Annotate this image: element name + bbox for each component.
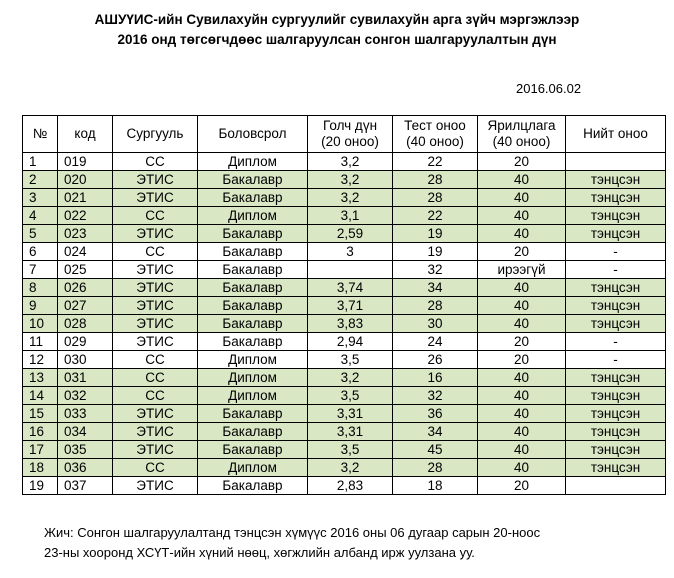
cell-school: ЭТИС [113, 261, 198, 279]
cell-total: тэнцсэн [566, 459, 666, 477]
cell-code: 032 [58, 387, 113, 405]
table-row [23, 369, 666, 387]
table-body [23, 153, 666, 495]
header-degree: Боловсрол [198, 116, 308, 153]
cell-code: 035 [58, 441, 113, 459]
cell-test: 28 [393, 171, 478, 189]
cell-no: 17 [23, 441, 58, 459]
table-row [23, 243, 666, 261]
cell-interview: 20 [478, 351, 566, 369]
cell-interview: 40 [478, 315, 566, 333]
cell-school: ЭТИС [113, 441, 198, 459]
cell-test: 18 [393, 477, 478, 495]
cell-code: 029 [58, 333, 113, 351]
cell-code: 028 [58, 315, 113, 333]
cell-test: 26 [393, 351, 478, 369]
cell-school: СС [113, 387, 198, 405]
cell-gpa: 3,1 [308, 207, 393, 225]
title-line-1: АШУҮИС-ийн Сувилахуйн сургуулийг сувилахуйн арга зүйч мэргэжлээр [94, 12, 580, 27]
cell-school: СС [113, 459, 198, 477]
table-row [23, 261, 666, 279]
cell-degree: Бакалавр [198, 441, 308, 459]
cell-total: тэнцсэн [566, 369, 666, 387]
table-row [23, 423, 666, 441]
cell-interview: 40 [478, 297, 566, 315]
cell-degree: Диплом [198, 207, 308, 225]
cell-school: ЭТИС [113, 297, 198, 315]
table-row [23, 333, 666, 351]
cell-total: - [566, 261, 666, 279]
cell-code: 020 [58, 171, 113, 189]
cell-no: 15 [23, 405, 58, 423]
cell-no: 14 [23, 387, 58, 405]
header-interview [478, 116, 566, 153]
table-row [23, 351, 666, 369]
cell-gpa: 3 [308, 243, 393, 261]
cell-gpa: 3,5 [308, 351, 393, 369]
cell-code: 036 [58, 459, 113, 477]
table-row [23, 441, 666, 459]
cell-code: 034 [58, 423, 113, 441]
cell-school: ЭТИС [113, 171, 198, 189]
cell-interview: 40 [478, 171, 566, 189]
cell-no: 19 [23, 477, 58, 495]
cell-school: ЭТИС [113, 225, 198, 243]
cell-no: 12 [23, 351, 58, 369]
cell-no: 16 [23, 423, 58, 441]
cell-test: 22 [393, 153, 478, 171]
cell-degree: Диплом [198, 153, 308, 171]
cell-school: СС [113, 243, 198, 261]
header-test-title: Тест оноо [404, 118, 466, 133]
cell-interview: 20 [478, 333, 566, 351]
table-row [23, 153, 666, 171]
footnote-line-2: 23-ны хооронд ХСҮТ-ийн хүний нөөц, хөгжлийн албанд ирж уулзана уу. [44, 545, 475, 560]
cell-gpa: 3,2 [308, 153, 393, 171]
cell-degree: Бакалавр [198, 189, 308, 207]
cell-no: 10 [23, 315, 58, 333]
cell-gpa: 3,74 [308, 279, 393, 297]
cell-total: тэнцсэн [566, 171, 666, 189]
cell-degree: Бакалавр [198, 477, 308, 495]
cell-code: 026 [58, 279, 113, 297]
cell-school: ЭТИС [113, 279, 198, 297]
cell-total: тэнцсэн [566, 423, 666, 441]
cell-interview: 20 [478, 153, 566, 171]
cell-code: 021 [58, 189, 113, 207]
cell-total [566, 477, 666, 495]
header-total: Нийт оноо [566, 116, 666, 153]
header-no: № [23, 116, 58, 153]
cell-no: 18 [23, 459, 58, 477]
cell-code: 023 [58, 225, 113, 243]
cell-no: 13 [23, 369, 58, 387]
cell-gpa: 3,2 [308, 171, 393, 189]
cell-degree: Бакалавр [198, 405, 308, 423]
cell-interview: 40 [478, 207, 566, 225]
cell-school: ЭТИС [113, 405, 198, 423]
cell-total [566, 153, 666, 171]
header-test [393, 116, 478, 153]
cell-interview: 40 [478, 189, 566, 207]
cell-no: 3 [23, 189, 58, 207]
cell-test: 22 [393, 207, 478, 225]
table-row [23, 189, 666, 207]
cell-school: ЭТИС [113, 189, 198, 207]
cell-total: тэнцсэн [566, 297, 666, 315]
document-title [0, 10, 674, 50]
header-interview-points: (40 оноо) [492, 134, 551, 149]
header-interview-title: Ярилцлага [487, 118, 556, 133]
table-row [23, 405, 666, 423]
cell-no: 5 [23, 225, 58, 243]
cell-school: СС [113, 369, 198, 387]
cell-degree: Бакалавр [198, 225, 308, 243]
table-row [23, 225, 666, 243]
cell-degree: Бакалавр [198, 279, 308, 297]
table-row [23, 477, 666, 495]
cell-total: тэнцсэн [566, 189, 666, 207]
cell-code: 022 [58, 207, 113, 225]
cell-interview: 40 [478, 279, 566, 297]
cell-total: тэнцсэн [566, 315, 666, 333]
results-table [22, 115, 666, 495]
cell-degree: Диплом [198, 459, 308, 477]
cell-degree: Бакалавр [198, 243, 308, 261]
cell-interview: ирээгүй [478, 261, 566, 279]
cell-total: тэнцсэн [566, 225, 666, 243]
cell-school: ЭТИС [113, 477, 198, 495]
cell-interview: 20 [478, 477, 566, 495]
cell-gpa: 2,59 [308, 225, 393, 243]
cell-degree: Бакалавр [198, 171, 308, 189]
cell-code: 031 [58, 369, 113, 387]
table-row [23, 459, 666, 477]
cell-code: 033 [58, 405, 113, 423]
cell-school: СС [113, 351, 198, 369]
cell-total: - [566, 351, 666, 369]
cell-gpa: 3,71 [308, 297, 393, 315]
cell-gpa: 3,83 [308, 315, 393, 333]
header-gpa [308, 116, 393, 153]
cell-no: 1 [23, 153, 58, 171]
cell-test: 24 [393, 333, 478, 351]
cell-degree: Бакалавр [198, 423, 308, 441]
cell-school: СС [113, 153, 198, 171]
cell-degree: Бакалавр [198, 261, 308, 279]
header-code: код [58, 116, 113, 153]
footnote [44, 523, 540, 563]
table-row [23, 297, 666, 315]
cell-gpa: 3,31 [308, 405, 393, 423]
cell-test: 16 [393, 369, 478, 387]
cell-no: 2 [23, 171, 58, 189]
cell-test: 34 [393, 279, 478, 297]
table-row [23, 207, 666, 225]
cell-no: 4 [23, 207, 58, 225]
header-gpa-title: Голч дүн [322, 118, 378, 133]
cell-total: - [566, 243, 666, 261]
cell-degree: Бакалавр [198, 297, 308, 315]
cell-gpa: 3,5 [308, 387, 393, 405]
cell-interview: 20 [478, 243, 566, 261]
cell-no: 11 [23, 333, 58, 351]
cell-gpa: 3,31 [308, 423, 393, 441]
cell-code: 024 [58, 243, 113, 261]
cell-total: тэнцсэн [566, 207, 666, 225]
header-gpa-points: (20 оноо) [321, 134, 379, 149]
cell-gpa: 3,2 [308, 189, 393, 207]
cell-degree: Диплом [198, 369, 308, 387]
table-header-row [23, 116, 666, 153]
cell-no: 8 [23, 279, 58, 297]
cell-interview: 40 [478, 405, 566, 423]
cell-interview: 40 [478, 423, 566, 441]
cell-interview: 40 [478, 387, 566, 405]
cell-degree: Диплом [198, 351, 308, 369]
cell-school: СС [113, 207, 198, 225]
cell-school: ЭТИС [113, 315, 198, 333]
cell-total: - [566, 333, 666, 351]
table-row [23, 387, 666, 405]
cell-test: 28 [393, 297, 478, 315]
cell-test: 45 [393, 441, 478, 459]
cell-total: тэнцсэн [566, 279, 666, 297]
cell-test: 32 [393, 387, 478, 405]
document-date: 2016.06.02 [516, 81, 582, 96]
cell-no: 7 [23, 261, 58, 279]
cell-test: 19 [393, 225, 478, 243]
cell-gpa: 3,5 [308, 441, 393, 459]
cell-no: 6 [23, 243, 58, 261]
cell-code: 025 [58, 261, 113, 279]
cell-gpa: 3,2 [308, 369, 393, 387]
table-row [23, 171, 666, 189]
cell-code: 027 [58, 297, 113, 315]
table-row [23, 315, 666, 333]
cell-test: 34 [393, 423, 478, 441]
cell-gpa [308, 261, 393, 279]
cell-test: 36 [393, 405, 478, 423]
cell-no: 9 [23, 297, 58, 315]
footnote-line-1: Жич: Сонгон шалгаруулалтанд тэнцсэн хүмүүс 2016 оны 06 дугаар сарын 20-ноос [44, 525, 541, 540]
table-row [23, 279, 666, 297]
cell-total: тэнцсэн [566, 405, 666, 423]
cell-code: 037 [58, 477, 113, 495]
cell-total: тэнцсэн [566, 441, 666, 459]
cell-interview: 40 [478, 441, 566, 459]
cell-degree: Бакалавр [198, 315, 308, 333]
header-test-points: (40 оноо) [406, 134, 464, 149]
cell-test: 28 [393, 459, 478, 477]
title-line-2: 2016 онд төгсөгчдөөс шалгаруулсан сонгон шалгаруулалтын дүн [117, 32, 557, 47]
cell-interview: 40 [478, 459, 566, 477]
cell-degree: Диплом [198, 387, 308, 405]
cell-total: тэнцсэн [566, 387, 666, 405]
cell-school: ЭТИС [113, 333, 198, 351]
cell-test: 28 [393, 189, 478, 207]
cell-test: 19 [393, 243, 478, 261]
cell-test: 30 [393, 315, 478, 333]
cell-interview: 40 [478, 369, 566, 387]
cell-gpa: 2,83 [308, 477, 393, 495]
header-school: Сургууль [113, 116, 198, 153]
cell-gpa: 2,94 [308, 333, 393, 351]
cell-code: 030 [58, 351, 113, 369]
cell-code: 019 [58, 153, 113, 171]
cell-school: ЭТИС [113, 423, 198, 441]
cell-gpa: 3,2 [308, 459, 393, 477]
cell-interview: 40 [478, 225, 566, 243]
cell-degree: Бакалавр [198, 333, 308, 351]
cell-test: 32 [393, 261, 478, 279]
